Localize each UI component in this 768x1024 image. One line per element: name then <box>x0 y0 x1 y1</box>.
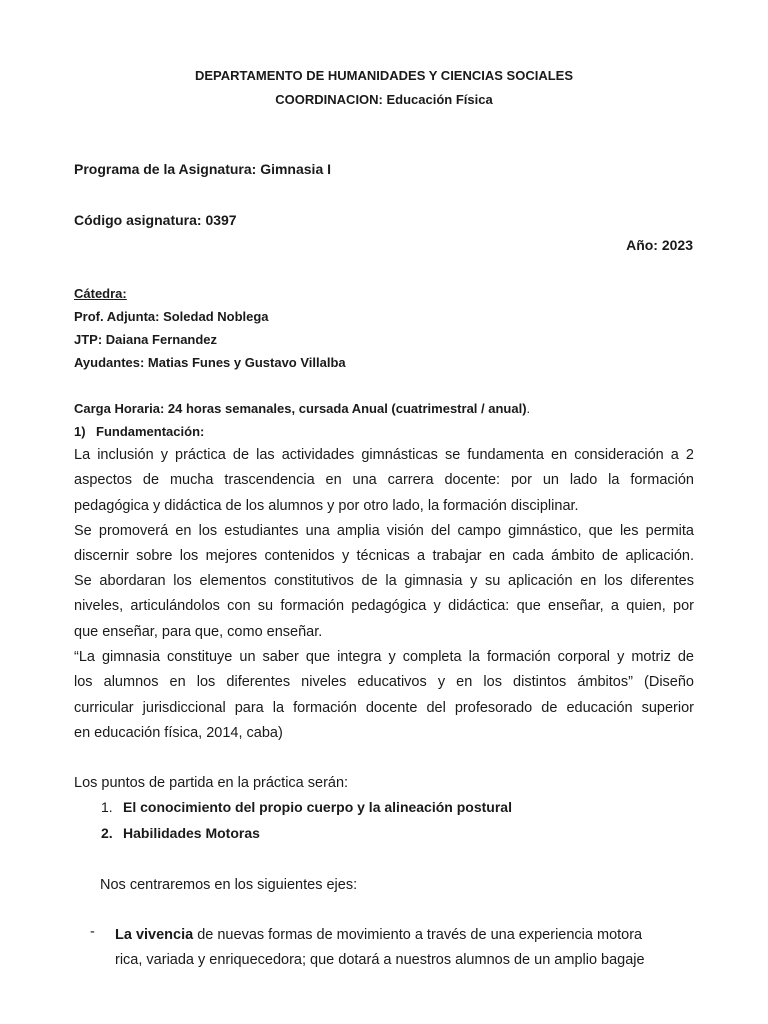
paragraph-1 <box>74 443 694 519</box>
axis-item-rest: de nuevas formas de movimiento a través de una experiencia motora <box>193 927 643 943</box>
paragraph-line: “La gimnasia constituye un saber que integra y completa la formación corporal y motriz de <box>74 649 694 665</box>
paragraph-line: los alumnos en los diferentes niveles educativos y en los distintos ámbitos” (Diseño <box>74 674 694 691</box>
coordination-heading: COORDINACION: Educación Física <box>275 92 493 107</box>
axes-intro: Nos centraremos en los siguientes ejes: <box>100 877 358 893</box>
paragraph-line: aspectos de mucha trascendencia en una carrera docente: por un lado la formación <box>74 472 694 489</box>
list-marker: 1. <box>101 799 113 815</box>
adjunta-line: Prof. Adjunta: Soledad Noblega <box>74 309 269 324</box>
paragraph-line: Se promoverá en los estudiantes una amplia visión del campo gimnástico, que les permita <box>74 523 694 539</box>
bullet-dash: - <box>90 924 95 940</box>
jtp-line: JTP: Daiana Fernandez <box>74 332 218 347</box>
year-label: Año: 2023 <box>626 237 693 253</box>
axis-item <box>115 923 678 974</box>
department-heading: DEPARTAMENTO DE HUMANIDADES Y CIENCIAS SOCIALES <box>194 68 573 83</box>
paragraph-line: discernir sobre los mejores contenidos y técnicas a trabajar en cada ámbito de aplicación. <box>74 548 694 565</box>
course-code: Código asignatura: 0397 <box>74 212 237 228</box>
paragraph-line: Se abordaran los elementos constitutivos de la gimnasia y su aplicación en los diferentes <box>74 573 694 589</box>
ayudantes-line: Ayudantes: Matias Funes y Gustavo Villalba <box>74 355 346 370</box>
list-item <box>101 825 260 841</box>
paragraph-quote <box>74 645 694 746</box>
paragraph-line: La inclusión y práctica de las actividades gimnásticas se fundamenta en consideración a 2 <box>74 447 694 463</box>
carga-horaria-end: . <box>526 401 531 416</box>
catedra-heading: Cátedra: <box>74 286 127 301</box>
paragraph-3 <box>74 569 694 645</box>
axis-item-line-1 <box>115 923 678 948</box>
paragraph-line: niveles, articulándolos con su formación pedagógica y didáctica: que enseñar, a quien, por <box>74 598 694 615</box>
carga-horaria-text: Carga Horaria: 24 horas semanales, cursada Anual (cuatrimestral / anual) <box>74 401 527 416</box>
paragraph-line: curricular jurisdiccional para la formación docente del profesorado de educación superior <box>74 699 694 716</box>
paragraph-line: pedagógica y didáctica de los alumnos y por otro lado, la formación disciplinar. <box>74 497 579 514</box>
axis-item-bold: La vivencia <box>115 927 194 943</box>
list-marker: 2. <box>101 825 113 841</box>
section-fundamentacion-heading <box>74 424 204 439</box>
axis-item-line-2: rica, variada y enriquecedora; que dotará a nuestros alumnos de un amplio bagaje <box>115 952 645 969</box>
paragraph-line: que enseñar, para que, como enseñar. <box>74 623 323 640</box>
section-number: 1) <box>74 424 86 439</box>
paragraph-line: en educación física, 2014, caba) <box>74 724 283 741</box>
list-item <box>101 799 512 815</box>
program-title: Programa de la Asignatura: Gimnasia I <box>74 161 332 177</box>
list-item-text: El conocimiento del propio cuerpo y la alineación postural <box>123 799 512 815</box>
section-title: Fundamentación: <box>96 424 205 439</box>
points-intro: Los puntos de partida en la práctica serán: <box>74 775 349 791</box>
carga-horaria <box>74 401 530 416</box>
list-item-text: Habilidades Motoras <box>123 825 260 841</box>
paragraph-2 <box>74 519 694 570</box>
